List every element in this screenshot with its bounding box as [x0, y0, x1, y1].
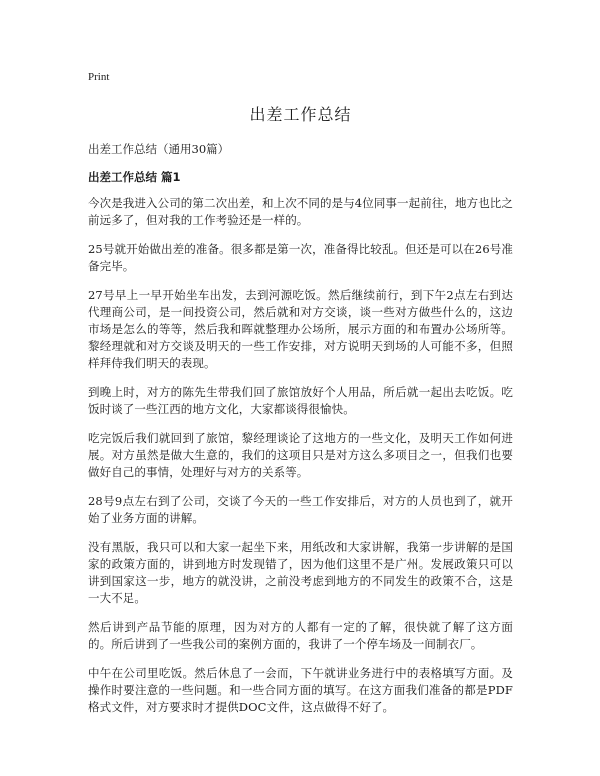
document-page: [88, 70, 513, 728]
paragraph: 25号就开始做出差的准备。很多都是第一次，准备得比较乱。但还是可以在26号准备完毕。: [88, 242, 513, 273]
paragraph: 28号9点左右到了公司，交谈了今天的一些工作安排后，对方的人员也到了，就开始了业务方面的讲解。: [88, 494, 513, 525]
paragraph: 吃完饭后我们就回到了旅馆，黎经理谈论了这地方的一些文化，及明天工作如何进展。对方虽然是做大生意的，我们的这项目只是对方这么多项目之一，但我们也要做好自己的事情，处理好与对方的关系等。: [88, 431, 513, 479]
paragraph: 27号早上一早开始坐车出发，去到河源吃饭。然后继续前行，到下午2点左右到达代理商公司，是一间投资公司，然后就和对方交谈，谈一些对方做些什么的，这边市场是怎么的等等，然后我和晖就整理办公场所，展示方面的和布置办公场所等。黎经理就和对方交谈及明天的一些工作安排，对方说明天到场的人可能不多，但照样拜侍我们明天的表现。: [88, 288, 513, 370]
page-title: 出差工作总结: [249, 105, 352, 124]
paragraph: 然后讲到产品节能的原理，因为对方的人都有一定的了解，很快就了解了这方面的。所后讲到了一些我公司的案例方面的，我讲了一个停车场及一间制衣厂。: [88, 620, 513, 651]
paragraph: 没有黑版，我只可以和大家一起坐下来，用纸改和大家讲解，我第一步讲解的是国家的政策方面的，讲到地方时发现错了，因为他们这里不是广州。发展政策只可以讲到国家这一步，地方的就没讲，之前没考虑到地方的不同发生的政策不合，这是一大不足。: [88, 540, 513, 605]
paragraph: 今次是我进入公司的第二次出差，和上次不同的是与4位同事一起前往，地方也比之前远多了，但对我的工作考验还是一样的。: [88, 196, 514, 227]
paragraph: 中午在公司里吃饭。然后休息了一会而，下午就讲业务进行中的表格填写方面。及操作时要注意的一些问题。和一些合同方面的填写。在这方面我们准备的都是PDF格式文件，对方要求时才提供DOC文件，这点做得不好了。: [88, 666, 513, 714]
paragraph: 到晚上时，对方的陈先生带我们回了旅馆放好个人用品，所后就一起出去吃饭。吃饭时谈了一些江西的地方文化，大家都谈得很愉快。: [88, 385, 513, 416]
print-link[interactable]: Print: [88, 71, 110, 83]
document-subtitle: 出差工作总结（通用30篇）: [88, 142, 230, 156]
section-heading: 出差工作总结 篇1: [88, 170, 181, 184]
